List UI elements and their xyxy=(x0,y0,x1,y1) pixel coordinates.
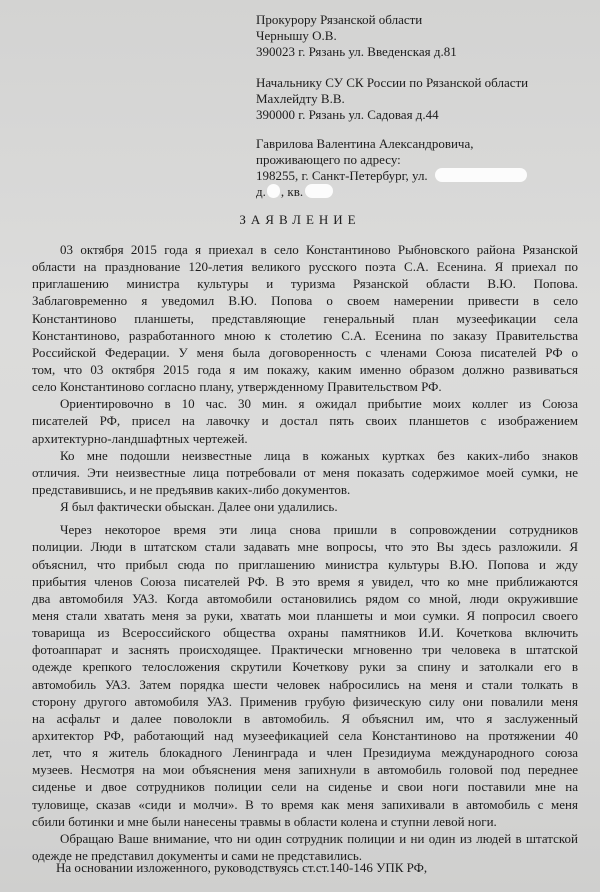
address-house: д. xyxy=(256,184,266,199)
redaction-mark xyxy=(305,184,333,198)
paragraph-line: сбили ботинки и мне были нанесены травмы в области колена и ступни левой ноги. xyxy=(32,813,497,829)
paragraph-line: 03 октября 2015 года я приехал в село Константиново Рыбновского района Рязанской xyxy=(60,242,578,257)
paragraph xyxy=(32,498,578,515)
paragraph xyxy=(32,395,578,446)
paragraph-line: одежде не представил документы и сами не представились. xyxy=(32,847,363,863)
paragraph-line: области на празднование 120-летия великого русского поэта С.А. Есенина. Я приехал по xyxy=(32,259,578,275)
header-line: Начальнику СУ СК России по Рязанской области xyxy=(256,75,529,90)
paragraph-line: Ко мне подошли неизвестные лица в кожаных куртках без каких-либо знаков xyxy=(60,447,578,463)
paragraph-line: объяснил, что прибыл сюда по приглашению министра культуры В.Ю. Попова и жду xyxy=(32,556,578,572)
paragraph-line: два автомобиля УАЗ. Когда автомобили остановились рядом со мной, люди окружившие xyxy=(32,590,578,606)
paragraph-line: Константиново планшеты, представляющие генеральный план музеефикации села xyxy=(32,310,578,326)
addressee-investigation xyxy=(256,75,528,123)
paragraph xyxy=(32,830,578,864)
header-line: проживающего по адресу: xyxy=(256,152,401,167)
header-line xyxy=(256,168,527,184)
paragraph-line: Я был фактически обыскан. Далее они удалились. xyxy=(60,499,338,515)
redaction-mark xyxy=(267,184,280,198)
header-line: 390023 г. Рязань ул. Введенская д.81 xyxy=(256,44,457,59)
paragraph-line: том, что 03 октября 2015 года я им покажу, каким именно образом должно развиваться xyxy=(32,361,578,377)
redaction-mark xyxy=(435,168,527,182)
paragraph-line: Обращаю Ваше внимание, что ни один сотрудник полиции и ни один из людей в штатской xyxy=(60,830,578,846)
header-line: Чернышу О.В. xyxy=(256,28,337,43)
document-title: ЗАЯВЛЕНИЕ xyxy=(239,212,361,227)
paragraph xyxy=(32,447,578,498)
paragraph-line: фотоаппарат и заснять происходящее. Практически мгновенно три человека в штатской xyxy=(32,642,578,658)
address-flat: , кв. xyxy=(280,184,304,199)
header-line: Прокурору Рязанской области xyxy=(256,12,423,27)
paragraph-line: архитектурно-ландшафтных чертежей. xyxy=(32,430,248,446)
paragraph-line: архитектор РФ, работающий над музеефикацией села Константиново на протяжении 40 xyxy=(32,727,578,743)
paragraph-line: Через некоторое время эти лица снова пришли в сопровождении сотрудников xyxy=(60,522,578,538)
paragraph-line: Ориентировочно в 10 час. 30 мин. я ожидал прибытие моих коллег из Союза xyxy=(60,396,578,412)
paragraph-line: сторону другого автомобиля УАЗ. Применив грубую физическую силу они повалили меня xyxy=(32,693,578,709)
paragraph-line: сиденье и двое сотрудников полиции сели на сиденье и свои ноги поставили мне на xyxy=(32,779,578,795)
paragraph-line: полиции. Люди в штатском стали задавать мне вопросы, что это Вы здесь разложили. Я xyxy=(32,539,578,555)
header-line: Гаврилова Валентина Александровича, xyxy=(256,136,474,151)
paragraph-line: Российской Федерации. У меня была договоренность с членами Союза писателей РФ о xyxy=(32,344,578,360)
paragraph-line: товарища из Всероссийского общества охраны памятников И.И. Кочеткова включить xyxy=(32,625,578,641)
paragraph-line: автомобиль УАЗ. Затем порядка шести человек набросились на меня и стали толкать в xyxy=(32,676,578,692)
paragraph-line: прибытия членов Союза писателей РФ. В это время я увидел, что ко мне приближаются xyxy=(32,573,578,589)
address-street: 198255, г. Санкт-Петербург, ул. xyxy=(256,168,428,183)
header-line: 390000 г. Рязань ул. Садовая д.44 xyxy=(256,107,439,122)
paragraph-line: село Константиново согласно плану, утвержденному Правительством РФ. xyxy=(32,379,442,395)
document-body xyxy=(32,241,578,864)
paragraph-line: Заблаговременно я уведомил В.Ю. Попова о своем намерении привести в село xyxy=(32,293,578,309)
paragraph-line: туловище, сказав «сиди и молчи». В то время как меня запихивали в автомобиль с меня xyxy=(32,796,578,812)
sender-block xyxy=(256,136,527,200)
paragraph-line: Константиново, разработанного мною к столетию С.А. Есенина по заказу Правительства xyxy=(32,327,578,343)
paragraph-line: на асфальт и далее поволокли в автомобиль. Я объяснил им, что я заслуженный xyxy=(32,710,578,726)
paragraph-line: музеев. Несмотря на мои объяснения меня запихнули в автомобиль головой под переднее xyxy=(32,762,578,778)
paragraph xyxy=(32,241,578,395)
paragraph-line: одежде крепкого телосложения скрутили Кочеткову руки за спину и затолкали его в xyxy=(32,659,578,675)
paragraph-line: писателей РФ, присел на лавочку и достал пять своих планшетов с изображением xyxy=(32,413,578,429)
paragraph-line: меня стали хватать меня за руки, хватать мои планшеты и мои сумки. Я попросил своего xyxy=(32,607,578,623)
paragraph-line: отличия. Эти неизвестные лица потребовали от меня показать содержимое моей сумки, не xyxy=(32,464,578,480)
header-line xyxy=(256,184,527,200)
document-footer: На основании изложенного, руководствуясь ст.ст.140-146 УПК РФ, xyxy=(56,860,428,875)
paragraph-line: лет, что я житель блокадного Ленинграда и член Президиума международного союза xyxy=(32,745,578,761)
paragraph-line: представившись, и не предъявив каких-либо документов. xyxy=(32,481,351,497)
header-line: Махлейдту В.В. xyxy=(256,91,345,106)
paragraph-line: приглашению министра культуры и туризма Рязанской области В.Ю. Попова. xyxy=(32,276,578,292)
addressee-prosecutor xyxy=(256,12,457,60)
paragraph xyxy=(32,521,578,830)
